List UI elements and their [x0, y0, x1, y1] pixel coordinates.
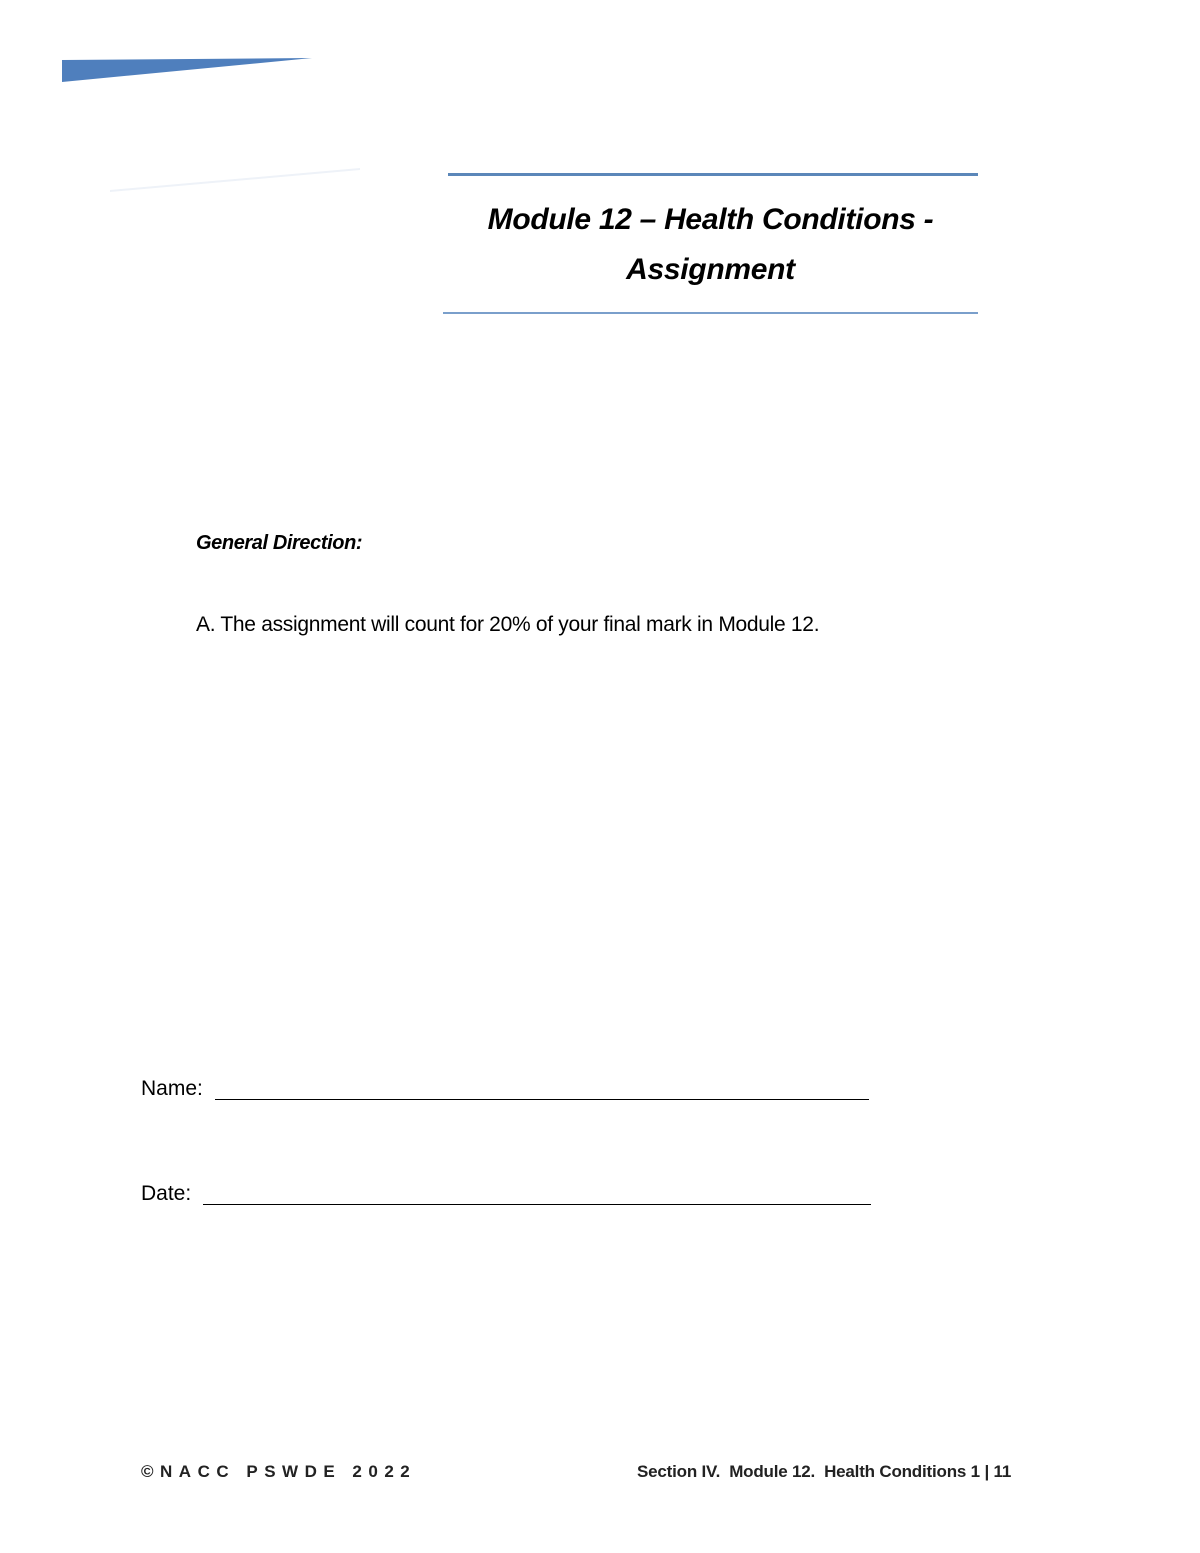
title-line-1: Module 12 – Health Conditions -	[487, 203, 934, 236]
decorative-faint-stroke	[110, 168, 360, 192]
decorative-blue-banner	[62, 58, 312, 84]
general-direction-heading: General Direction:	[196, 532, 363, 554]
name-label: Name:	[141, 1077, 203, 1100]
title-block	[443, 173, 978, 315]
footer-copyright: ©NACC PSWDE 2022	[141, 1462, 417, 1481]
footer-section-label: Section IV. Module 12. Health Conditions	[637, 1462, 971, 1481]
date-label: Date:	[141, 1182, 192, 1205]
footer-page-number: 1	[970, 1462, 980, 1481]
footer-separator: |	[979, 1462, 994, 1481]
date-blank-line[interactable]	[203, 1182, 871, 1205]
title-line-2: Assignment	[626, 253, 795, 286]
direction-item-a: A. The assignment will count for 20% of your final mark in Module 12.	[196, 613, 820, 636]
title-top-rule	[448, 173, 978, 176]
footer-total-pages: 11	[993, 1462, 1012, 1481]
title-bottom-rule	[443, 312, 978, 314]
footer-section-info	[637, 1460, 1011, 1484]
page-title	[443, 195, 978, 295]
date-field	[141, 1180, 871, 1208]
name-blank-line[interactable]	[215, 1077, 869, 1100]
name-field	[141, 1075, 869, 1103]
